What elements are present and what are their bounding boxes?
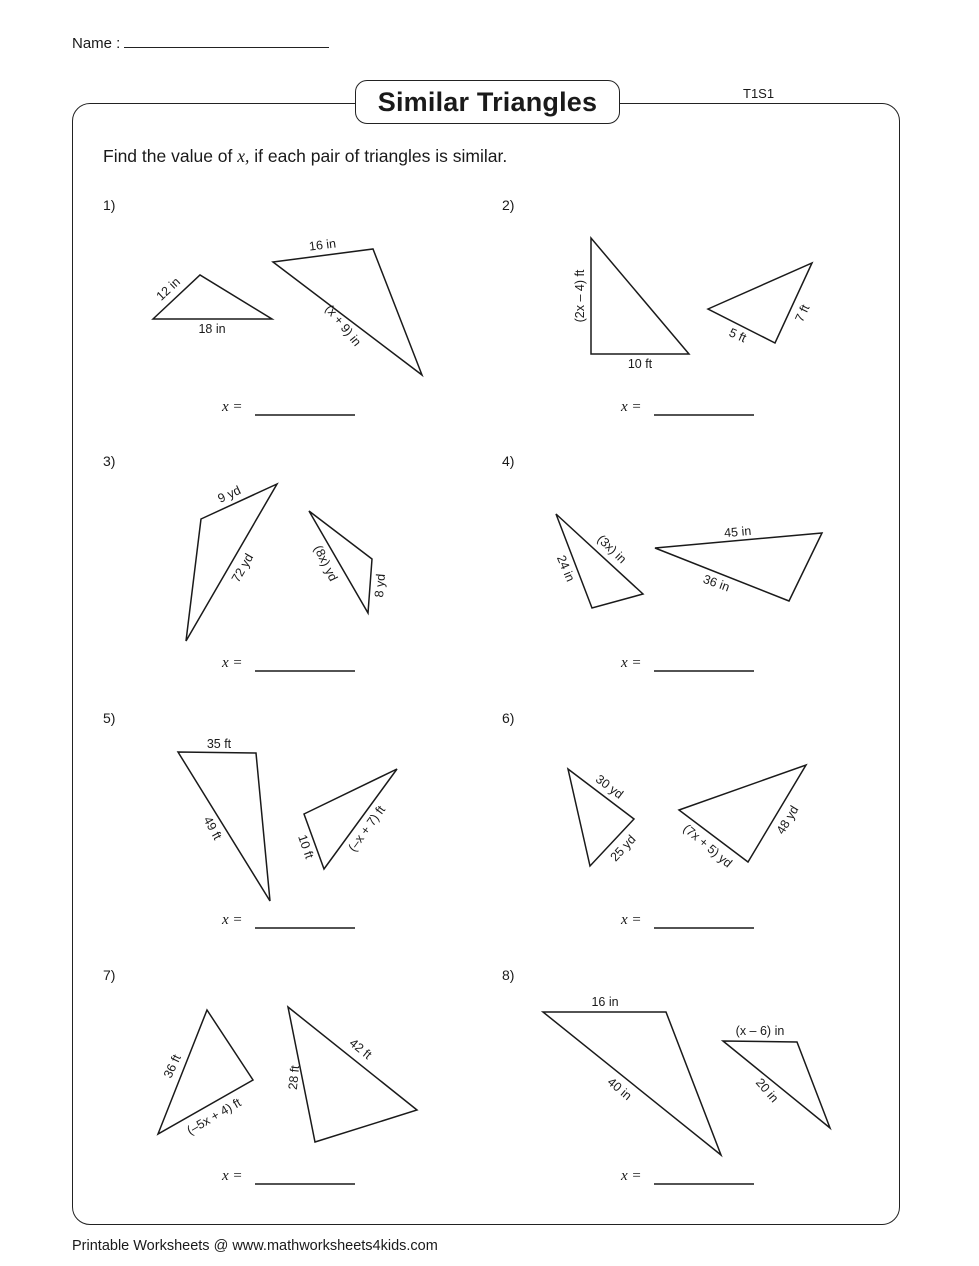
side-label: 25 yd [607,832,639,865]
side-label: 16 in [591,995,619,1009]
footer-credit: Printable Worksheets @ www.mathworksheets4kids.com [72,1238,438,1254]
problem-number: 6) [502,710,515,726]
side-label: 8 yd [372,573,389,599]
triangle-small [723,1041,830,1128]
answer-label: x = [621,1168,642,1184]
side-label: 49 ft [200,814,225,843]
side-label: 36 in [701,572,732,595]
worksheet-code: T1S1 [743,86,775,101]
side-label: 5 ft [726,325,749,346]
answer-label: x = [222,655,243,671]
side-label: 10 ft [295,832,317,861]
triangle-large [273,249,422,375]
triangle-large [655,533,822,601]
answer-label: x = [621,399,642,415]
side-label: (2x – 4) ft [573,269,587,323]
problem-number: 2) [502,197,515,213]
answer-label: x = [222,912,243,928]
problem-4 [502,453,822,671]
problem-number: 7) [103,967,116,983]
side-label: 30 yd [592,772,626,802]
side-label: (–x + 7) ft [345,803,389,855]
problem-2 [502,197,813,415]
side-label: 24 in [553,553,578,584]
name-label: Name : [72,35,121,52]
problem-7 [103,967,417,1184]
problem-5 [103,710,397,928]
side-label: 42 ft [346,1035,375,1062]
problem-1 [103,197,422,415]
side-label: 16 in [308,236,337,254]
side-label: 10 ft [627,357,653,371]
side-label: (x – 6) in [735,1024,785,1038]
side-label: 9 yd [215,483,243,506]
problem-number: 3) [103,453,116,469]
problem-number: 8) [502,967,515,983]
side-label: 48 yd [773,803,802,837]
triangle-large [543,1012,721,1155]
side-label: 20 in [752,1075,782,1106]
triangle-large [591,238,689,354]
answer-label: x = [621,912,642,928]
side-label: 36 ft [160,1052,184,1081]
problem-number: 5) [103,710,116,726]
answer-label: x = [222,1168,243,1184]
worksheet-title: Similar Triangles [355,80,620,124]
side-label: (8x) yd [310,543,341,584]
problem-3 [103,453,388,671]
triangle-small [708,263,812,346]
answer-label: x = [621,655,642,671]
instructions: Find the value of x, if each pair of triangles is similar. [103,146,508,166]
side-label: (3x) in [594,532,630,567]
side-label: 40 in [604,1074,635,1104]
triangle-large [285,1007,417,1142]
answer-label: x = [222,399,243,415]
triangle-large [178,752,270,901]
side-label: (x + 9) in [322,302,364,349]
side-label: (7x + 5) yd [680,821,735,871]
triangle-large [186,484,277,641]
problem-number: 1) [103,197,116,213]
side-label: 12 in [153,274,183,304]
problem-6 [502,710,806,928]
problem-number: 4) [502,453,515,469]
side-label: (–5x + 4) ft [184,1095,244,1138]
side-label: 45 in [723,523,752,541]
side-label: 28 ft [285,1064,303,1091]
side-label: 35 ft [206,737,232,751]
side-label: 7 ft [792,302,813,325]
problem-8 [502,967,830,1184]
side-label: 18 in [198,322,226,336]
side-label: 72 yd [228,551,257,585]
triangle-small [304,769,397,869]
